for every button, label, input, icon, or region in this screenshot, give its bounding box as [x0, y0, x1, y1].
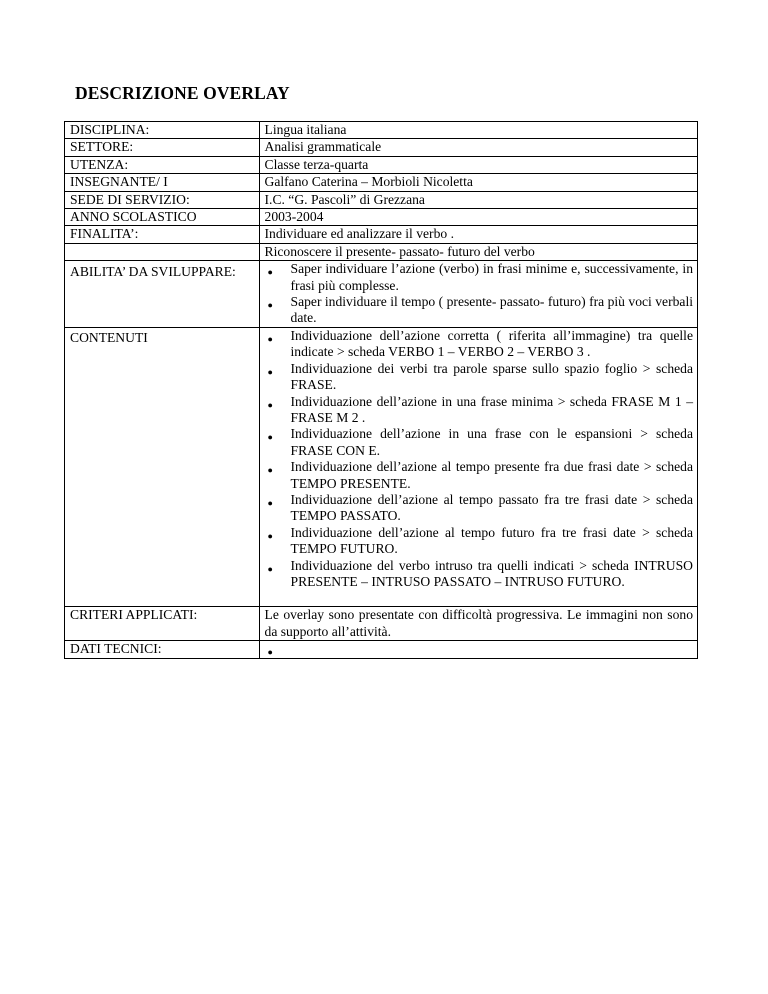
list-item: ● Individuazione dell’azione al tempo passato fra tre frasi date > scheda TEMPO PASSATO. [267, 491, 693, 524]
table-row [65, 156, 698, 173]
row-label: ABILITA’ DA SVILUPPARE: [65, 261, 260, 328]
list-item: ● Individuazione dell’azione in una frase minima > scheda FRASE M 1 – FRASE M 2 . [267, 393, 693, 425]
bullet-icon: ● [267, 497, 273, 508]
abilita-list [265, 261, 693, 327]
list-item [265, 641, 693, 657]
row-value: Riconoscere il presente- passato- futuro del verbo [259, 243, 697, 260]
bullet-icon: ● [267, 267, 273, 278]
row-value: I.C. “G. Pascoli” di Grezzana [259, 191, 697, 208]
table-row [65, 226, 698, 243]
row-value [259, 327, 697, 607]
row-label: SEDE DI SERVIZIO: [65, 191, 260, 208]
table-row [65, 261, 698, 328]
bullet-icon: ● [267, 647, 273, 658]
bullet-icon: ● [267, 530, 273, 541]
row-label: ANNO SCOLASTICO [65, 209, 260, 226]
table-row [65, 641, 698, 658]
row-label: UTENZA: [65, 156, 260, 173]
row-label: CONTENUTI [65, 327, 260, 607]
table-row [65, 607, 698, 641]
row-label: DISCIPLINA: [65, 122, 260, 139]
table-row [65, 174, 698, 191]
row-value [259, 261, 697, 328]
list-item: ● Individuazione dell’azione in una frase con le espansioni > scheda FRASE CON E. [267, 426, 693, 458]
list-item: ● Saper individuare il tempo ( presente- passato- futuro) fra più voci verbali date. [267, 294, 693, 326]
bullet-icon: ● [267, 432, 273, 443]
row-label: FINALITA’: [65, 226, 260, 243]
row-label-empty [65, 243, 260, 260]
list-item: ● Individuazione dell’azione al tempo presente fra due frasi date > scheda TEMPO PRESENTE. [267, 459, 693, 491]
bullet-icon: ● [267, 399, 273, 410]
list-item: ● Individuazione dell’azione corretta ( riferita all’immagine) tra quelle indicate > scheda VERBO 1 – VERBO 2 – VERBO 3 . [267, 327, 693, 360]
list-item: ● Individuazione dei verbi tra parole sparse sullo spazio foglio > scheda FRASE. [267, 360, 693, 393]
page-title: DESCRIZIONE OVERLAY [75, 83, 290, 103]
row-label: DATI TECNICI: [65, 641, 260, 658]
row-label: SETTORE: [65, 139, 260, 156]
contenuti-list [265, 328, 693, 591]
bullet-icon: ● [267, 366, 273, 377]
row-value: Classe terza-quarta [259, 156, 697, 173]
row-label: INSEGNANTE/ I [65, 174, 260, 191]
list-item: ● Individuazione del verbo intruso tra quelli indicati > scheda INTRUSO PRESENTE – INTRUSO PASSATO – INTRUSO FUTURO. [267, 557, 693, 589]
row-value: Lingua italiana [259, 122, 697, 139]
row-value: Analisi grammaticale [259, 139, 697, 156]
table-row [65, 191, 698, 208]
bullet-icon: ● [267, 465, 273, 476]
table-row [65, 209, 698, 226]
dati-list [265, 641, 693, 657]
row-value: Le overlay sono presentate con difficoltà progressiva. Le immagini non sono da supporto all’attività. [259, 607, 697, 641]
table-row [65, 139, 698, 156]
list-item: ● Individuazione dell’azione al tempo futuro fra tre frasi date > scheda TEMPO FUTURO. [267, 524, 693, 557]
bullet-icon: ● [267, 563, 273, 574]
row-label: CRITERI APPLICATI: [65, 607, 260, 641]
row-value: Galfano Caterina – Morbioli Nicoletta [259, 174, 697, 191]
overlay-info-table [64, 121, 698, 659]
table-row [65, 327, 698, 607]
row-value [259, 641, 697, 658]
bullet-icon: ● [267, 300, 273, 311]
row-value: 2003-2004 [259, 209, 697, 226]
table-row [65, 243, 698, 260]
list-item: ● Saper individuare l’azione (verbo) in frasi minime e, successivamente, in frasi più complesse. [267, 261, 693, 293]
row-value: Individuare ed analizzare il verbo . [259, 226, 697, 243]
bullet-icon: ● [267, 333, 273, 344]
table-row [65, 122, 698, 139]
